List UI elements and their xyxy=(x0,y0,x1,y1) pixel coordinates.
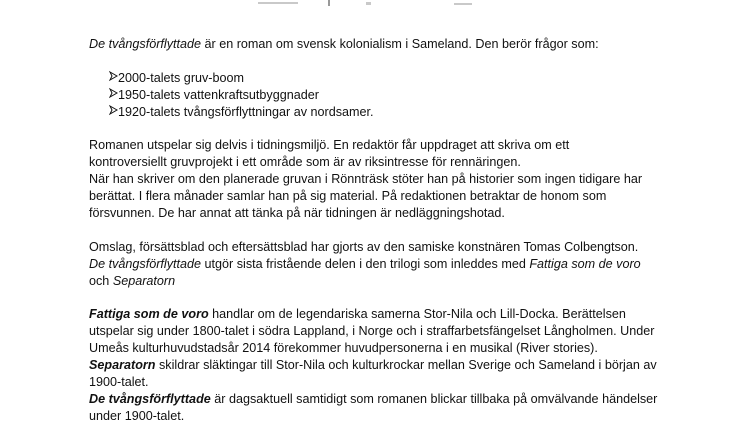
list-item: 2000-talets gruv-boom xyxy=(89,70,729,87)
cover-paragraph: Omslag, försättsblad och eftersättsblad har gjorts av den samiske konstnären Tomas Colbengtson. De tvångsförflyttade utgör sista fristående delen i den trilogi som inleddes med Fattiga som de voro och Separatorn xyxy=(89,239,641,288)
book-title: Fattiga som de voro xyxy=(529,256,641,271)
header-fragment xyxy=(258,2,298,4)
book-title: De tvångsförflyttade xyxy=(89,391,211,406)
arrow-bullet-icon xyxy=(109,70,118,87)
list-item: 1950-talets vattenkraftsutbyggnader xyxy=(89,87,729,104)
header-fragment xyxy=(454,3,472,5)
arrow-bullet-icon xyxy=(109,87,118,104)
document-body xyxy=(89,36,729,425)
arrow-bullet-icon xyxy=(109,104,118,121)
setting-paragraph: Romanen utspelar sig delvis i tidningsmiljö. En redaktör får uppdraget att skriva om ett kontroversiellt gruvprojekt i ett område som är av riksintresse för rennäringen. När han skriver om den planerade gruvan i Rönnträsk stöter han på historier som ingen tidigare har berättat. I flera månader samlar han på sig material. På redaktionen betraktar de honom som försvunnen. De har annat att tänka på när tidningen är nedläggningshotad. xyxy=(89,138,643,221)
list-item: 1920-talets tvångsförflyttningar av nordsamer. xyxy=(89,104,729,121)
book-title: De tvångsförflyttade xyxy=(89,256,202,271)
trilogy-paragraph: Fattiga som de voro handlar om de legendariska samerna Stor-Nila och Lill-Docka. Berättelsen utspelar sig under 1800-talet i södra Lappland, i Norge och i straffarbetsfängelset Långholmen. Under Umeås kulturhuvudstadsår 2014 förekommer huvudpersonerna i en musikal (River stories). Separatorn skildrar släktingar till Stor-Nila och kulturkrockar mellan Sverige och Sameland i början av 1900-talet. De tvångsförflyttade är dagsaktuell samtidigt som romanen blickar tillbaka på omvälvande händelser under 1900-talet. xyxy=(89,307,658,423)
intro-paragraph: De tvångsförflyttade är en roman om svensk kolonialism i Sameland. Den berör frågor som: xyxy=(89,37,599,51)
topic-list xyxy=(89,70,729,121)
book-title: De tvångsförflyttade xyxy=(89,37,202,51)
header-fragment xyxy=(366,2,371,5)
header-fragment xyxy=(328,0,330,6)
book-title: Fattiga som de voro xyxy=(89,307,209,322)
book-title: Separatorn xyxy=(89,358,156,373)
book-title: Separatorn xyxy=(112,273,176,288)
cropped-header-graphics xyxy=(0,0,746,12)
